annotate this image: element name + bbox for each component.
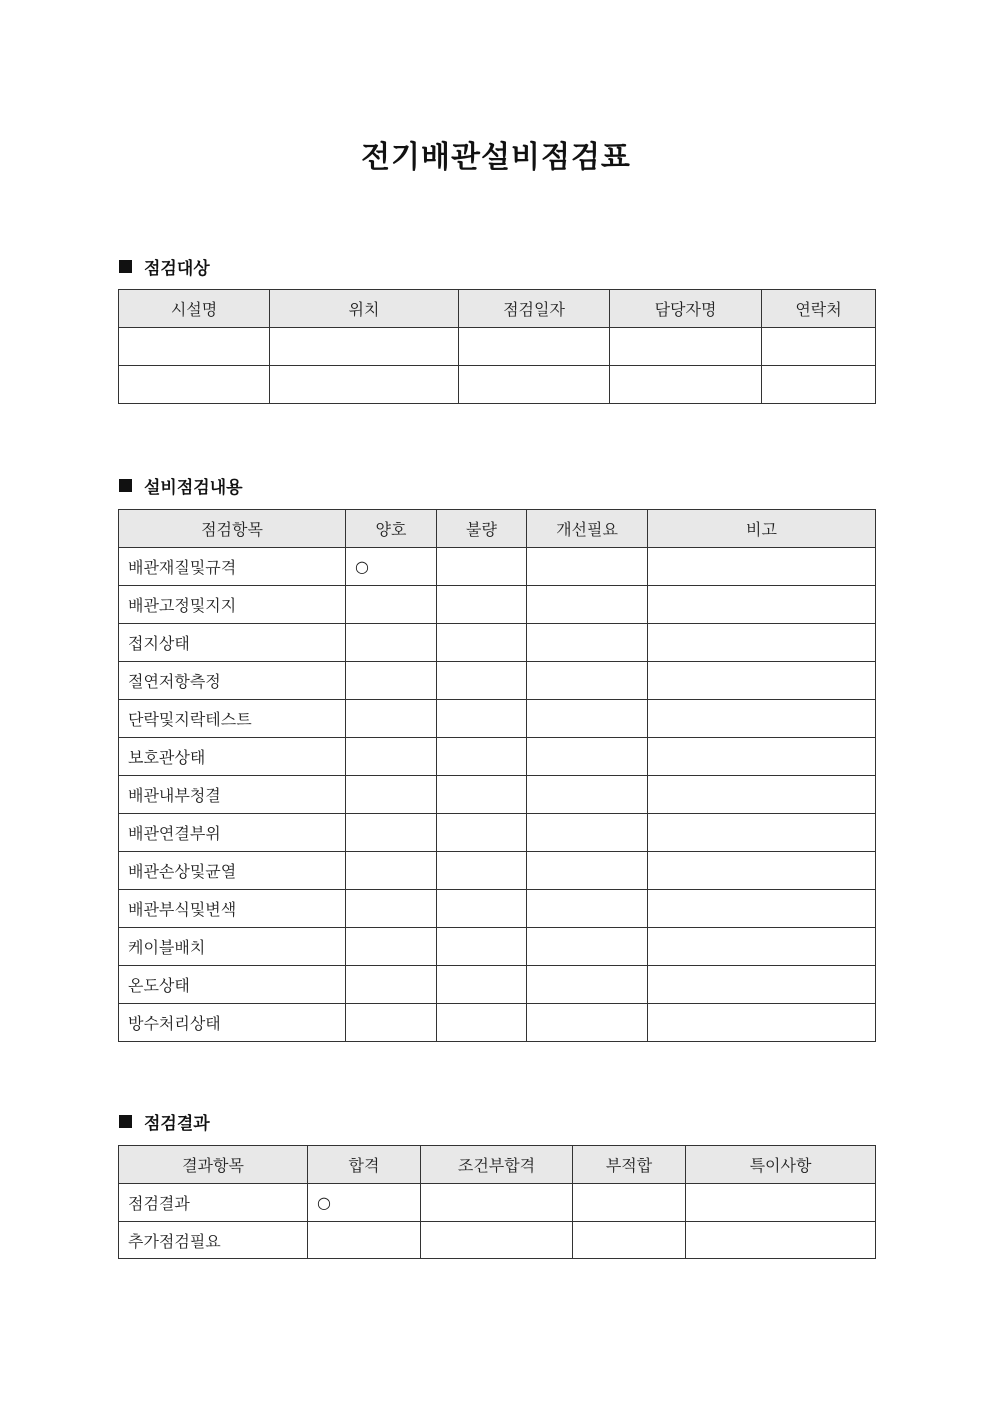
bad-check-cell[interactable] [437,814,527,852]
good-check-cell[interactable] [346,624,437,662]
location-cell[interactable] [270,328,459,366]
inspection-date-cell[interactable] [459,328,610,366]
improve-check-cell[interactable] [527,776,648,814]
improve-check-cell[interactable] [527,738,648,776]
inspection-date-cell[interactable] [459,366,610,404]
table-row [119,738,876,776]
good-check-cell[interactable]: ○ [346,548,437,586]
inspection-table [118,509,876,1042]
note-cell[interactable] [648,1004,876,1042]
table-header-row [119,290,876,328]
square-bullet-icon [119,479,132,492]
bad-check-cell[interactable] [437,928,527,966]
table-row [119,776,876,814]
inspection-item-label: 온도상태 [119,966,346,1004]
improve-check-cell[interactable] [527,966,648,1004]
target-table [118,289,876,404]
improve-check-cell[interactable] [527,852,648,890]
inspection-item-label: 배관재질및규격 [119,548,346,586]
note-cell[interactable] [648,662,876,700]
remarks-cell[interactable] [686,1222,876,1259]
note-cell[interactable] [648,928,876,966]
fail-check-cell[interactable] [573,1222,686,1259]
table-row [119,1004,876,1042]
inspection-item-label: 배관부식및변색 [119,890,346,928]
table-row [119,852,876,890]
column-header-bad: 불량 [437,510,527,548]
result-table [118,1145,876,1259]
table-row [119,700,876,738]
column-header-contact: 연락처 [762,290,876,328]
note-cell[interactable] [648,852,876,890]
note-cell[interactable] [648,890,876,928]
table-row [119,928,876,966]
bad-check-cell[interactable] [437,890,527,928]
improve-check-cell[interactable] [527,928,648,966]
section-heading-text: 점검대상 [144,259,210,279]
column-header-inspection-date: 점검일자 [459,290,610,328]
column-header-result-item: 결과항목 [119,1146,308,1184]
table-row [119,966,876,1004]
improve-check-cell[interactable] [527,586,648,624]
facility-name-cell[interactable] [119,366,270,404]
pass-check-cell[interactable]: ○ [308,1184,421,1222]
good-check-cell[interactable] [346,852,437,890]
location-cell[interactable] [270,366,459,404]
table-row [119,328,876,366]
note-cell[interactable] [648,548,876,586]
improve-check-cell[interactable] [527,548,648,586]
column-header-pass: 합격 [308,1146,421,1184]
bad-check-cell[interactable] [437,548,527,586]
column-header-fail: 부적합 [573,1146,686,1184]
remarks-cell[interactable] [686,1184,876,1222]
note-cell[interactable] [648,586,876,624]
inspection-item-label: 단락및지락테스트 [119,700,346,738]
section-heading-text: 점검결과 [144,1114,210,1134]
bad-check-cell[interactable] [437,852,527,890]
table-row [119,624,876,662]
inspection-item-label: 배관연결부위 [119,814,346,852]
good-check-cell[interactable] [346,662,437,700]
bad-check-cell[interactable] [437,700,527,738]
column-header-conditional-pass: 조건부합격 [421,1146,573,1184]
square-bullet-icon [119,1115,132,1128]
section-heading-result [119,1109,210,1134]
table-row [119,548,876,586]
note-cell[interactable] [648,814,876,852]
fail-check-cell[interactable] [573,1184,686,1222]
improve-check-cell[interactable] [527,662,648,700]
good-check-cell[interactable] [346,890,437,928]
good-check-cell[interactable] [346,776,437,814]
contact-cell[interactable] [762,328,876,366]
table-row [119,586,876,624]
table-row [119,890,876,928]
column-header-needs-improvement: 개선필요 [527,510,648,548]
improve-check-cell[interactable] [527,624,648,662]
bad-check-cell[interactable] [437,966,527,1004]
result-item-label: 추가점검필요 [119,1222,308,1259]
good-check-cell[interactable] [346,586,437,624]
table-row [119,1222,876,1259]
good-check-cell[interactable] [346,1004,437,1042]
inspection-item-label: 절연저항측정 [119,662,346,700]
note-cell[interactable] [648,700,876,738]
improve-check-cell[interactable] [527,814,648,852]
column-header-inspection-item: 점검항목 [119,510,346,548]
table-row [119,366,876,404]
bad-check-cell[interactable] [437,1004,527,1042]
bad-check-cell[interactable] [437,662,527,700]
section-heading-inspection [119,473,243,498]
good-check-cell[interactable] [346,966,437,1004]
contact-cell[interactable] [762,366,876,404]
document-title: 전기배관설비점검표 [361,140,631,175]
column-header-note: 비고 [648,510,876,548]
improve-check-cell[interactable] [527,1004,648,1042]
note-cell[interactable] [648,776,876,814]
column-header-good: 양호 [346,510,437,548]
bad-check-cell[interactable] [437,738,527,776]
good-check-cell[interactable] [346,738,437,776]
table-header-row [119,1146,876,1184]
inspection-item-label: 방수처리상태 [119,1004,346,1042]
manager-name-cell[interactable] [610,366,762,404]
manager-name-cell[interactable] [610,328,762,366]
bad-check-cell[interactable] [437,624,527,662]
pass-check-cell[interactable] [308,1222,421,1259]
inspection-item-label: 보호관상태 [119,738,346,776]
facility-name-cell[interactable] [119,328,270,366]
result-item-label: 점검결과 [119,1184,308,1222]
inspection-item-label: 배관손상및균열 [119,852,346,890]
table-row [119,814,876,852]
good-check-cell[interactable] [346,928,437,966]
table-row [119,662,876,700]
inspection-item-label: 접지상태 [119,624,346,662]
section-heading-target [119,254,210,279]
conditional-check-cell[interactable] [421,1184,573,1222]
improve-check-cell[interactable] [527,890,648,928]
column-header-manager-name: 담당자명 [610,290,762,328]
table-row [119,1184,876,1222]
conditional-check-cell[interactable] [421,1222,573,1259]
column-header-facility-name: 시설명 [119,290,270,328]
improve-check-cell[interactable] [527,700,648,738]
column-header-location: 위치 [270,290,459,328]
section-heading-text: 설비점검내용 [144,478,243,498]
table-header-row [119,510,876,548]
inspection-item-label: 배관고정및지지 [119,586,346,624]
inspection-item-label: 배관내부청결 [119,776,346,814]
note-cell[interactable] [648,738,876,776]
square-bullet-icon [119,260,132,273]
note-cell[interactable] [648,624,876,662]
good-check-cell[interactable] [346,814,437,852]
inspection-item-label: 케이블배치 [119,928,346,966]
good-check-cell[interactable] [346,700,437,738]
note-cell[interactable] [648,966,876,1004]
bad-check-cell[interactable] [437,776,527,814]
bad-check-cell[interactable] [437,586,527,624]
column-header-remarks: 특이사항 [686,1146,876,1184]
